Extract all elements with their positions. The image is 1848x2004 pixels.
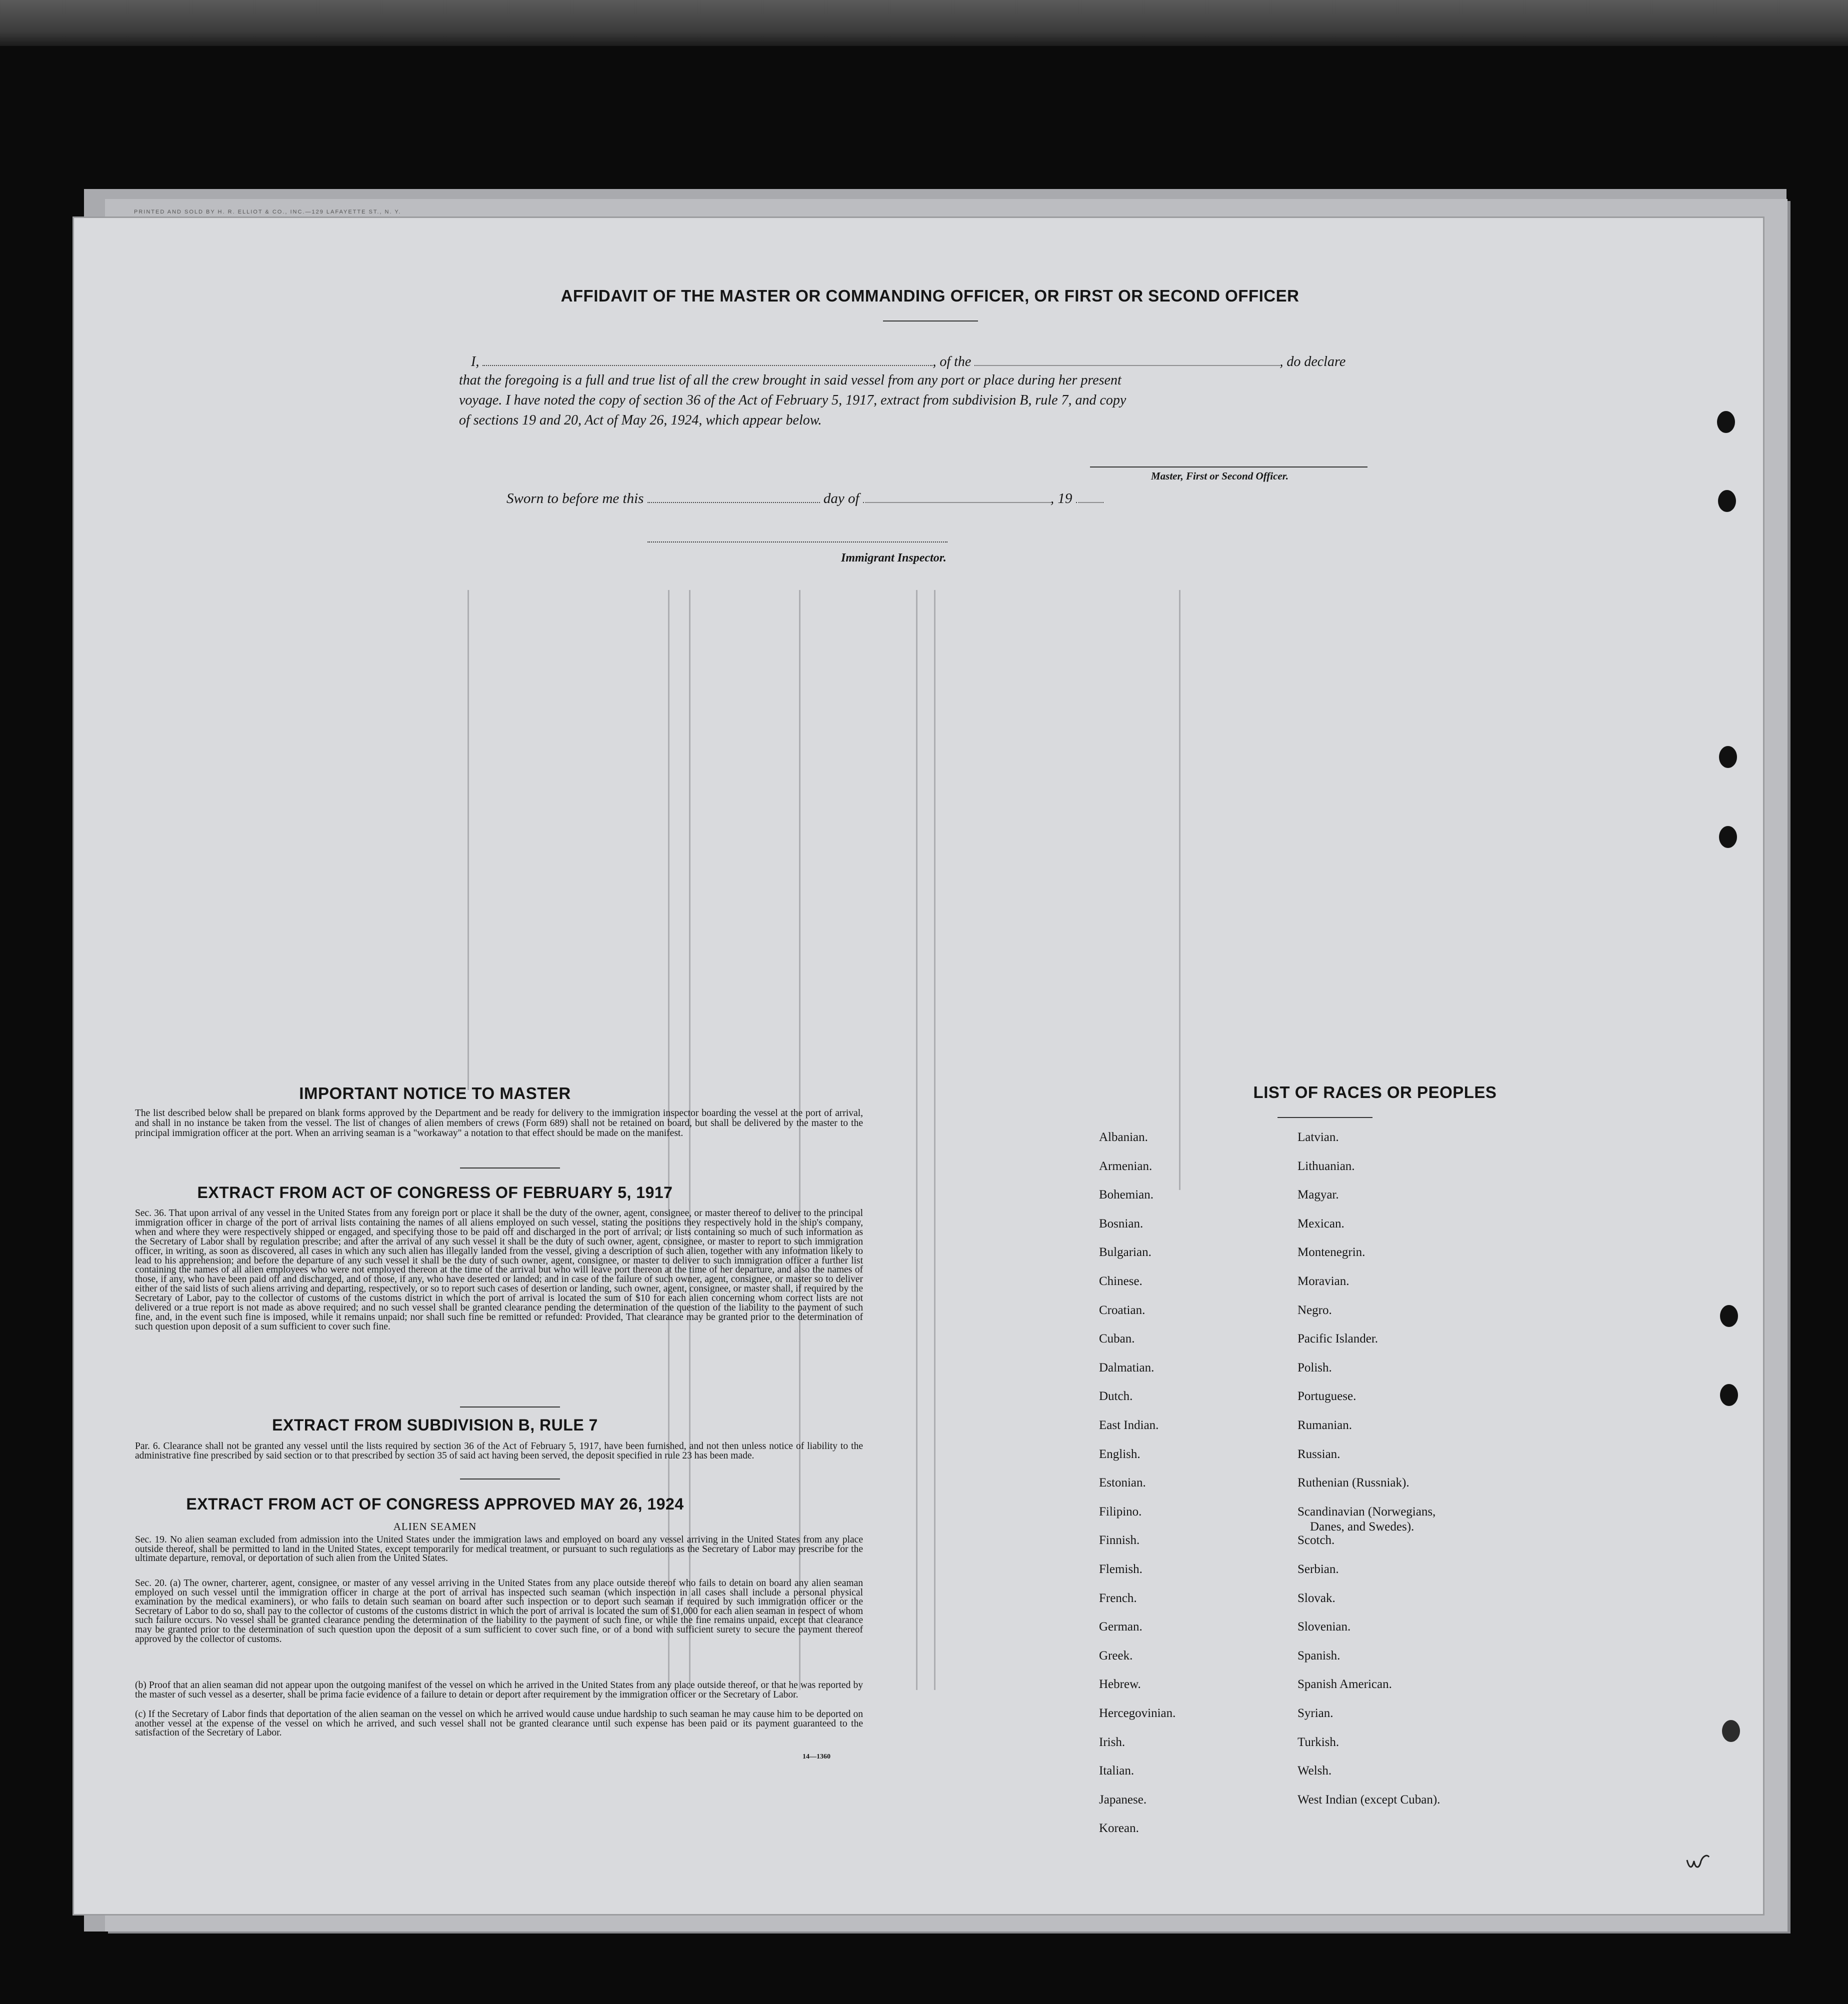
sworn-year-blank[interactable] xyxy=(1076,489,1104,503)
race-item: Rumanian. xyxy=(1298,1418,1352,1432)
punch-hole xyxy=(1720,1384,1738,1406)
race-item: Bosnian. xyxy=(1099,1216,1144,1230)
extract-1924-sec20a: Sec. 20. (a) The owner, charterer, agent, consignee, or master of any vessel arriving in the United States from any place outside thereof who fails to detain on board any alien seaman employed on such vessel until the immigration officer in charge at the port of arrival has inspected such seaman (which inspection in all cases shall include a personal physical examination by the medical examiners), or who fails to detain such seaman on board after such inspection or to deport such seaman if required by such immigration officer or the Secretary of Labor to do so, shall pay to the collector of customs of the customs district in which the port of arrival is located the sum of $1,000 for each alien seaman in respect of whom such failure occurs. No vessel shall be granted clearance pending the determination of the liability to the payment of such fine, or while the fine remains unpaid, except that clearance may be granted prior to the determination of such question upon the deposit of a sum sufficient to cover such fine, or of a bond with sufficient surety to secure the payment thereof approved by the collector of customs. xyxy=(135,1578,863,1644)
punch-hole xyxy=(1718,490,1736,512)
punch-hole xyxy=(1719,746,1737,768)
sworn-day-blank[interactable] xyxy=(648,489,820,503)
extract-1917-text: Sec. 36. That upon arrival of any vessel in the United States from any foreign port or place it shall be the duty of the owner, agent, consignee, or master thereof to deliver to the principal immigration officer in charge of the port of arrival lists containing the names of all aliens employed on such vessel, stating the positions they respectively hold in the ship's company, when and where they were respectively shipped or engaged, and specifying those to be paid off and discharged in the port of arrival; or lists containing so much of such information as the Secretary of Labor shall by regulation prescribe; and after the arrival of any such vessel it shall be the duty of such owner, agent, consignee, or master to report to such immigration officer, in writing, as soon as discovered, all cases in which any such alien has illegally landed from the vessel, giving a description of such alien, together with any information likely to lead to his apprehension; and before the departure of any such vessel it shall be the duty of such owner, agent, consignee, or master to deliver to such immigration officer a further list containing the names of all alien employees who were not employed thereon at the time of the arrival but who will leave port thereon at the time of her departure, and also the names of those, if any, who have been paid off and discharged, and of those, if any, who have deserted or landed; and in case of the failure of such owner, agent, consignee, or master so to deliver either of the said lists of such aliens arriving and departing, respectively, or so to report such cases of desertion or landing, such owner, agent, consignee, or master shall, if required by the Secretary of Labor, pay to the collector of customs of the customs district in which the port of arrival is located the sum of $10 for each alien concerning whom correct lists are not delivered or a true report is not made as above required; and no such vessel shall be granted clearance pending the determination of the question of the liability to the payment of such fine, and, in the event such fine is imposed, while it remains unpaid; nor shall such fine be remitted or refunded: Provided, That clearance may be granted prior to the determination of such question upon deposit of a sum sufficient to cover such fine. xyxy=(135,1208,863,1332)
punch-hole xyxy=(1719,826,1737,848)
divider xyxy=(460,1478,560,1480)
inspector-label: Immigrant Inspector. xyxy=(841,552,946,564)
notice-text: The list described below shall be prepared on blank forms approved by the Department and be ready for delivery to the immigration inspector boarding the vessel at the port of arrival, and shall in no instance be taken from the vessel. The list of changes of alien members of crews (Form 689) shall not be retained on board, but shall be delivered by the master to the principal immigration officer at the port. When an arriving seaman is a "workaway" a notation to that effect should be made on the manifest. xyxy=(135,1108,863,1138)
race-item: Ruthenian (Russniak). xyxy=(1298,1476,1410,1490)
sworn-prefix: Sworn to before me this xyxy=(506,490,644,507)
race-item: Lithuanian. xyxy=(1298,1159,1355,1173)
race-item: Dutch. xyxy=(1099,1390,1133,1404)
race-item: Italian. xyxy=(1099,1764,1134,1778)
race-item: Latvian. xyxy=(1298,1130,1339,1144)
extract-rule7-title: EXTRACT FROM SUBDIVISION B, RULE 7 xyxy=(272,1416,598,1434)
race-item: Chinese. xyxy=(1099,1274,1142,1288)
race-item: Polish. xyxy=(1298,1360,1332,1374)
affidavit-line-4: of sections 19 and 20, Act of May 26, 1924, which appear below. xyxy=(459,412,822,428)
race-item: Syrian. xyxy=(1298,1706,1334,1720)
race-item: German. xyxy=(1099,1620,1142,1634)
race-item: Scotch. xyxy=(1298,1534,1335,1548)
punch-hole xyxy=(1717,411,1735,433)
race-item: West Indian (except Cuban). xyxy=(1298,1792,1440,1806)
race-item: Japanese. xyxy=(1099,1792,1147,1806)
notice-title: IMPORTANT NOTICE TO MASTER xyxy=(299,1084,571,1102)
affidavit-i: I, xyxy=(471,354,480,370)
race-item: Mexican. xyxy=(1298,1216,1344,1230)
extract-1924-sec19: Sec. 19. No alien seaman excluded from admission into the United States under the immigration laws and employed on board any vessel arriving in the United States from any place outside thereof, shall be permitted to land in the United States, except temporarily for medical treatment, or pursuant to such regulations as the Secretary of Labor may prescribe for the ultimate departure, removal, or deportation of such alien from the United States. xyxy=(135,1534,863,1564)
race-item: French. xyxy=(1099,1591,1137,1605)
name-blank[interactable] xyxy=(482,352,932,366)
race-item: Dalmatian. xyxy=(1099,1360,1154,1374)
vessel-blank[interactable] xyxy=(974,352,1280,366)
scanner-top-strip xyxy=(0,0,1848,46)
race-item: Scandinavian (Norwegians, xyxy=(1298,1504,1436,1518)
race-item: Filipino. xyxy=(1099,1504,1142,1518)
race-item: Cuban. xyxy=(1099,1332,1135,1346)
extract-1917-title: EXTRACT FROM ACT OF CONGRESS OF FEBRUARY 5, 1917 xyxy=(197,1184,673,1202)
punch-hole xyxy=(1720,1305,1738,1327)
race-item: Spanish American. xyxy=(1298,1678,1392,1692)
race-item: East Indian. xyxy=(1099,1418,1159,1432)
bleed-through-line xyxy=(468,590,469,1090)
race-item: Welsh. xyxy=(1298,1764,1332,1778)
bleed-through-line xyxy=(799,590,800,1690)
race-item: Bohemian. xyxy=(1099,1188,1154,1202)
sworn-day-of: day of xyxy=(823,490,860,507)
race-item: Albanian. xyxy=(1099,1130,1148,1144)
punch-hole xyxy=(1722,1720,1740,1742)
race-item: Russian. xyxy=(1298,1447,1340,1461)
affidavit-declare: , do declare xyxy=(1280,354,1346,370)
affidavit-line-3: voyage. I have noted the copy of section 36 of the Act of February 5, 1917, extract from subdivision B, rule 7, and copy xyxy=(459,392,1126,408)
race-item: Hercegovinian. xyxy=(1099,1706,1176,1720)
handwritten-mark xyxy=(1683,1846,1713,1876)
extract-rule7-text: Par. 6. Clearance shall not be granted any vessel until the lists required by section 36 of the Act of February 5, 1917, have been furnished, and not then unless notice of liability to the administrative fine prescribed by said section or to that prescribed by section 35 of said act having been served, the deposit specified in rule 23 has been made. xyxy=(135,1441,863,1461)
race-item: Pacific Islander. xyxy=(1298,1332,1378,1346)
race-item: Irish. xyxy=(1099,1735,1126,1749)
race-item: Korean. xyxy=(1099,1822,1139,1836)
signature-label: Master, First or Second Officer. xyxy=(1151,470,1288,482)
race-item: Serbian. xyxy=(1298,1562,1339,1576)
bleed-through-line xyxy=(916,590,918,1690)
divider xyxy=(460,1406,560,1408)
signature-line xyxy=(1090,466,1368,468)
race-item: Negro. xyxy=(1298,1303,1332,1317)
race-item: Danes, and Swedes). xyxy=(1310,1520,1414,1534)
race-item: Armenian. xyxy=(1099,1159,1152,1173)
race-item: Hebrew. xyxy=(1099,1678,1141,1692)
extract-1924-title: EXTRACT FROM ACT OF CONGRESS APPROVED MAY 26, 1924 xyxy=(186,1495,684,1513)
race-item: Estonian. xyxy=(1099,1476,1146,1490)
races-title: LIST OF RACES OR PEOPLES xyxy=(1253,1083,1497,1102)
sworn-line xyxy=(506,489,1104,507)
race-item: Montenegrin. xyxy=(1298,1246,1366,1260)
form-number: 14—1360 xyxy=(802,1753,830,1760)
race-item: Moravian. xyxy=(1298,1274,1350,1288)
race-item: Slovak. xyxy=(1298,1591,1336,1605)
divider xyxy=(1278,1117,1372,1118)
document-page xyxy=(74,218,1763,1914)
race-item: Portuguese. xyxy=(1298,1390,1356,1404)
bleed-through-line xyxy=(934,590,936,1690)
race-item: Flemish. xyxy=(1099,1562,1142,1576)
printer-imprint: PRINTED AND SOLD BY H. R. ELLIOT & CO., INC.—129 LAFAYETTE ST., N. Y. xyxy=(134,209,402,215)
sworn-year: , 19 xyxy=(1050,490,1072,507)
extract-1924-sec20c: (c) If the Secretary of Labor finds that deportation of the alien seaman on the vessel on which he arrived would cause undue hardship to such seaman he may cause him to be deported on another vessel at the expense of the vessel on which he arrived, and such vessel shall not be granted clearance until such expense has been paid or its payment guaranteed to the satisfaction of the Secretary of Labor. xyxy=(135,1709,863,1738)
race-item: Bulgarian. xyxy=(1099,1246,1152,1260)
race-item: Greek. xyxy=(1099,1648,1133,1662)
sworn-month-blank[interactable] xyxy=(863,489,1050,503)
affidavit-line-1 xyxy=(471,352,1406,370)
race-item: Magyar. xyxy=(1298,1188,1339,1202)
race-item: Turkish. xyxy=(1298,1735,1340,1749)
race-item: Slovenian. xyxy=(1298,1620,1351,1634)
race-item: Finnish. xyxy=(1099,1534,1140,1548)
race-item: Croatian. xyxy=(1099,1303,1146,1317)
race-item: Spanish. xyxy=(1298,1648,1340,1662)
race-item: English. xyxy=(1099,1447,1140,1461)
affidavit-title: AFFIDAVIT OF THE MASTER OR COMMANDING OFFICER, OR FIRST OR SECOND OFFICER xyxy=(560,286,1300,305)
divider xyxy=(883,320,978,322)
extract-1924-subtitle: ALIEN SEAMEN xyxy=(393,1520,477,1532)
affidavit-of-the: , of the xyxy=(932,354,972,370)
affidavit-line-2: that the foregoing is a full and true list of all the crew brought in said vessel from any port or place during her present xyxy=(459,372,1122,388)
extract-1924-sec20b: (b) Proof that an alien seaman did not appear upon the outgoing manifest of the vessel on which he arrived in the United States from any place outside thereof, or that he was reported by the master of such vessel as a deserter, shall be prima facie evidence of a failure to detain or deport after requirement by the immigration officer or the Secretary of Labor. xyxy=(135,1680,863,1700)
